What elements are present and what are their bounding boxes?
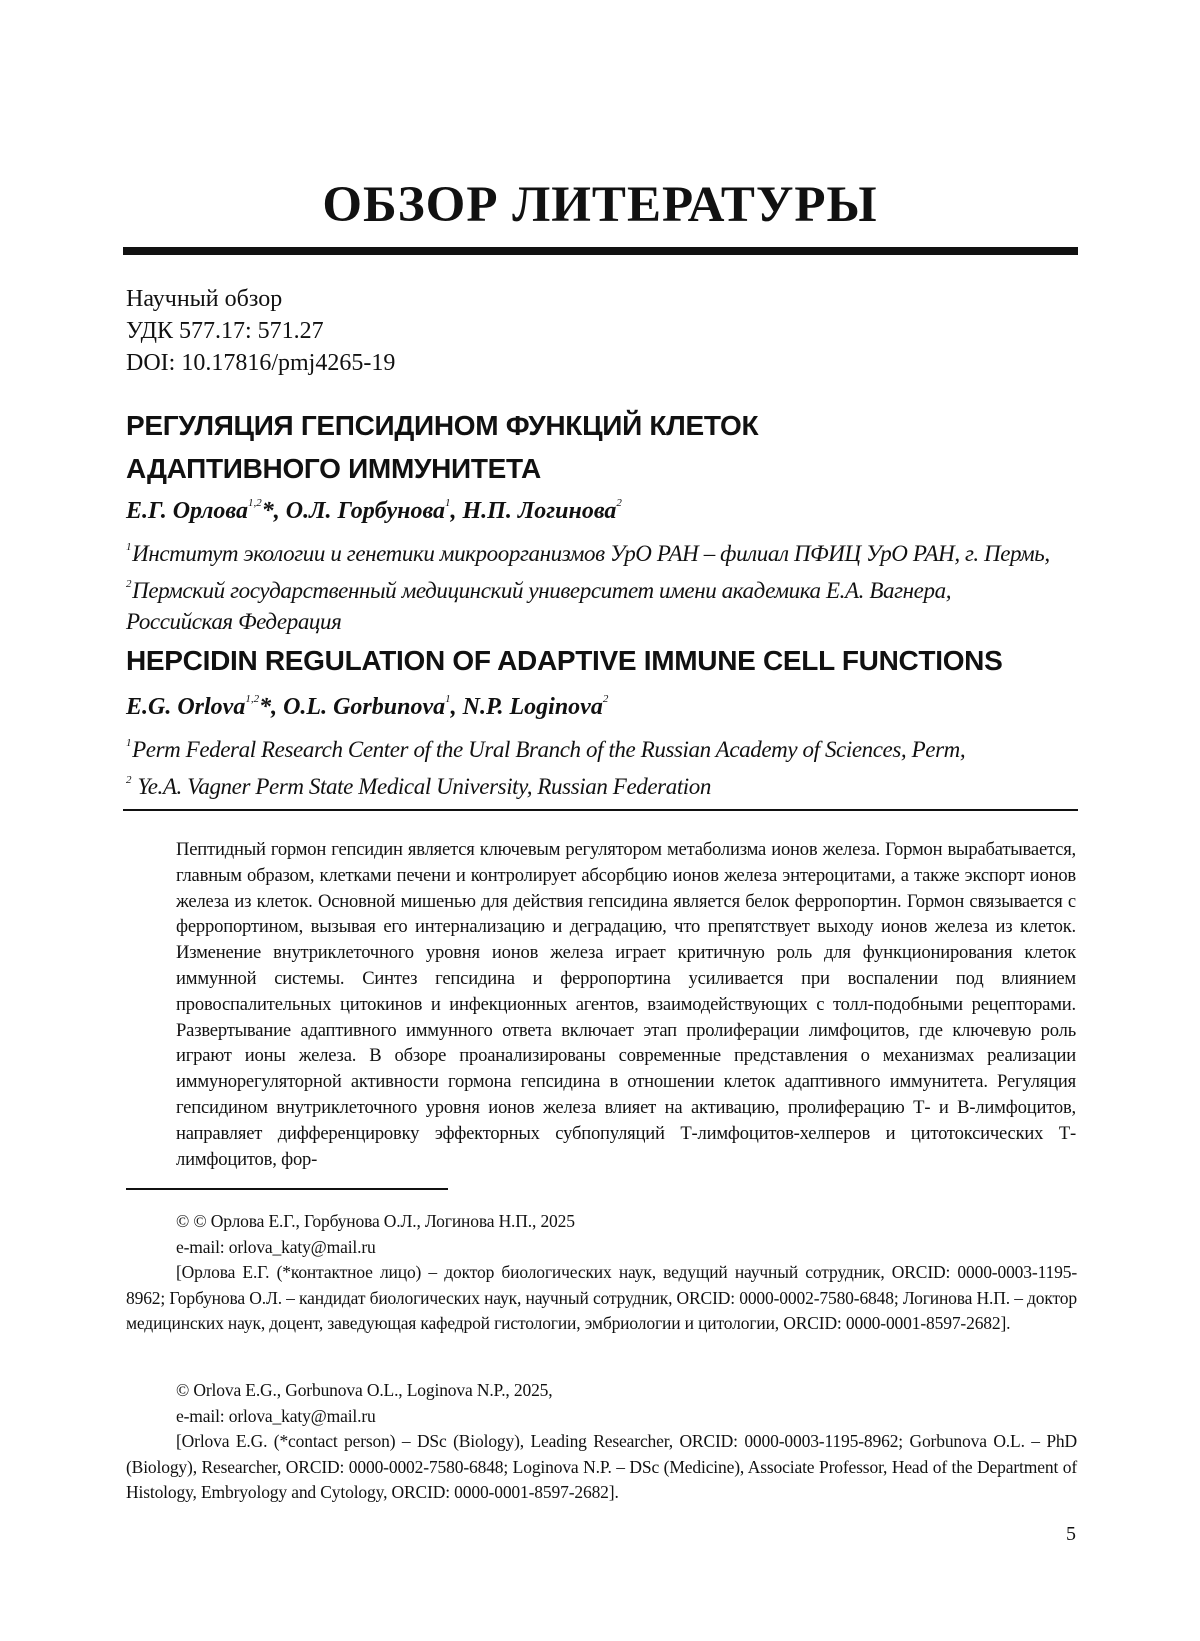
article-meta [126, 283, 395, 379]
author-name: Е.Г. Орлова [126, 498, 248, 524]
affil-sup: 2 [126, 774, 132, 786]
article-title-en: HEPCIDIN REGULATION OF ADAPTIVE IMMUNE CELL FUNCTIONS [126, 645, 1003, 676]
section-heading: ОБЗОР ЛИТЕРАТУРЫ [322, 177, 878, 233]
footnote-details: [Орлова Е.Г. (*контактное лицо) – доктор биологических наук, ведущий научный сотрудник, ORCID: 0000-0003-1195-8962; Горбунова О.Л. – кандидат биологических наук, научный сотрудник, ORCID: 0000-0002-7580-6848; Логинова Н.П. – доктор медицинских наук, доцент, заведующая кафедрой гистологии, эмбриологии и цитологии, ORCID: 0000-0001-8597-2682]. [126, 1262, 1077, 1333]
author-name: N.P. Loginova [462, 694, 603, 720]
affil-sup: 1 [126, 737, 132, 749]
author-name: E.G. Orlova [126, 694, 246, 720]
author-affil-sup: 1 [445, 693, 451, 705]
affil-sup: 1 [126, 541, 132, 553]
authors-ru [126, 497, 622, 525]
footnote-ru [126, 1209, 1077, 1337]
footnote-en [126, 1378, 1077, 1506]
footnote-email: e-mail: orlova_katy@mail.ru [176, 1236, 376, 1257]
footnote-divider [126, 1188, 448, 1190]
affiliation-line: Пермский государственный медицинский университет имени академика Е.А. Вагнера, [132, 578, 952, 603]
affil-sup: 2 [126, 578, 132, 590]
authors-en [126, 693, 608, 721]
author-affil-sup: 1,2 [245, 693, 260, 705]
abstract-divider [123, 809, 1078, 811]
affiliation-line: Perm Federal Research Center of the Ural Branch of the Russian Academy of Sciences, Perm, [132, 737, 966, 762]
heading-divider [123, 247, 1078, 255]
affiliation-line: Российская Федерация [126, 609, 342, 634]
footnote-copyright: © Orlova E.G., Gorbunova O.L., Loginova N.P., 2025, [176, 1380, 553, 1400]
doi: DOI: 10.17816/pmj4265-19 [126, 350, 396, 376]
page-number: 5 [1066, 1523, 1076, 1545]
author-affil-sup: 1,2 [248, 497, 262, 509]
affiliation-line: Ye.A. Vagner Perm State Medical University, Russian Federation [132, 774, 711, 799]
author-affil-sup: 2 [602, 693, 609, 705]
author-sep: , [450, 498, 463, 524]
footnote-copyright: © © Орлова Е.Г., Горбунова О.Л., Логинова Н.П., 2025 [176, 1211, 575, 1231]
author-sep: , [450, 694, 463, 720]
article-type: Научный обзор [126, 286, 283, 312]
author-sep: *, [259, 694, 284, 720]
author-name: О.Л. Горбунова [285, 498, 445, 524]
abstract-text: Пептидный гормон гепсидин является ключевым регулятором метаболизма ионов железа. Гормон вырабатывается, главным образом, клетками печени и контролирует абсорбцию ионов железа энтероцитами, а также экспорт ионов железа из клеток. Основной мишенью для действия гепсидина является белок ферропортин. Гормон связывается с ферропортином, вызывая его интернализацию и деградацию, что препятствует выходу ионов железа из клеток. Изменение внутриклеточного уровня ионов железа играет критичную роль для функционирования клеток иммунной системы. Синтез гепсидина и ферропортина усиливается при воспалении под влиянием провоспалительных цитокинов и инфекционных агентов, взаимодействующих с толл-подобными рецепторами. Развертывание адаптивного иммунного ответа включает этап пролиферации лимфоцитов, где ключевую роль играют ионы железа. В обзоре проанализированы современные представления о механизмах реализации иммунорегуляторной активности гормона гепсидина в отношении клеток адаптивного иммунитета. Регуляция гепсидином внутриклеточного уровня ионов железа влияет на активацию, пролиферацию Т- и В-лимфоцитов, направляет дифференцировку эффекторных субпопуляций Т-лимфоцитов-хелперов и цитотоксических Т-лимфоцитов, фор- [176, 839, 1076, 1170]
affiliations-en [126, 728, 965, 802]
title-ru-line1: РЕГУЛЯЦИЯ ГЕПСИДИНОМ ФУНКЦИЙ КЛЕТОК [126, 410, 759, 441]
affiliation-line: Институт экологии и генетики микроорганизмов УрО РАН – филиал ПФИЦ УрО РАН, г. Пермь, [132, 541, 1050, 566]
udk-code: УДК 577.17: 571.27 [126, 318, 324, 344]
article-title-ru [126, 404, 1026, 490]
author-affil-sup: 1 [445, 497, 451, 509]
footnote-email: e-mail: orlova_katy@mail.ru [176, 1405, 376, 1426]
author-sep: *, [261, 498, 286, 524]
author-name: O.L. Gorbunova [283, 694, 446, 720]
author-name: Н.П. Логинова [462, 498, 617, 524]
author-affil-sup: 2 [616, 497, 622, 509]
title-ru-line2: АДАПТИВНОГО ИММУНИТЕТА [126, 453, 541, 484]
affiliations-ru [126, 532, 1050, 637]
footnote-details: [Orlova E.G. (*contact person) – DSc (Biology), Leading Researcher, ORCID: 0000-0003-1195-8962; Gorbunova O.L. – PhD (Biology), Researcher, ORCID: 0000-0002-7580-6848; Loginova N.P. – DSc (Medicine), Associate Professor, Head of the Department of Histology, Embryology and Cytology, ORCID: 0000-0001-8597-2682]. [126, 1431, 1077, 1502]
